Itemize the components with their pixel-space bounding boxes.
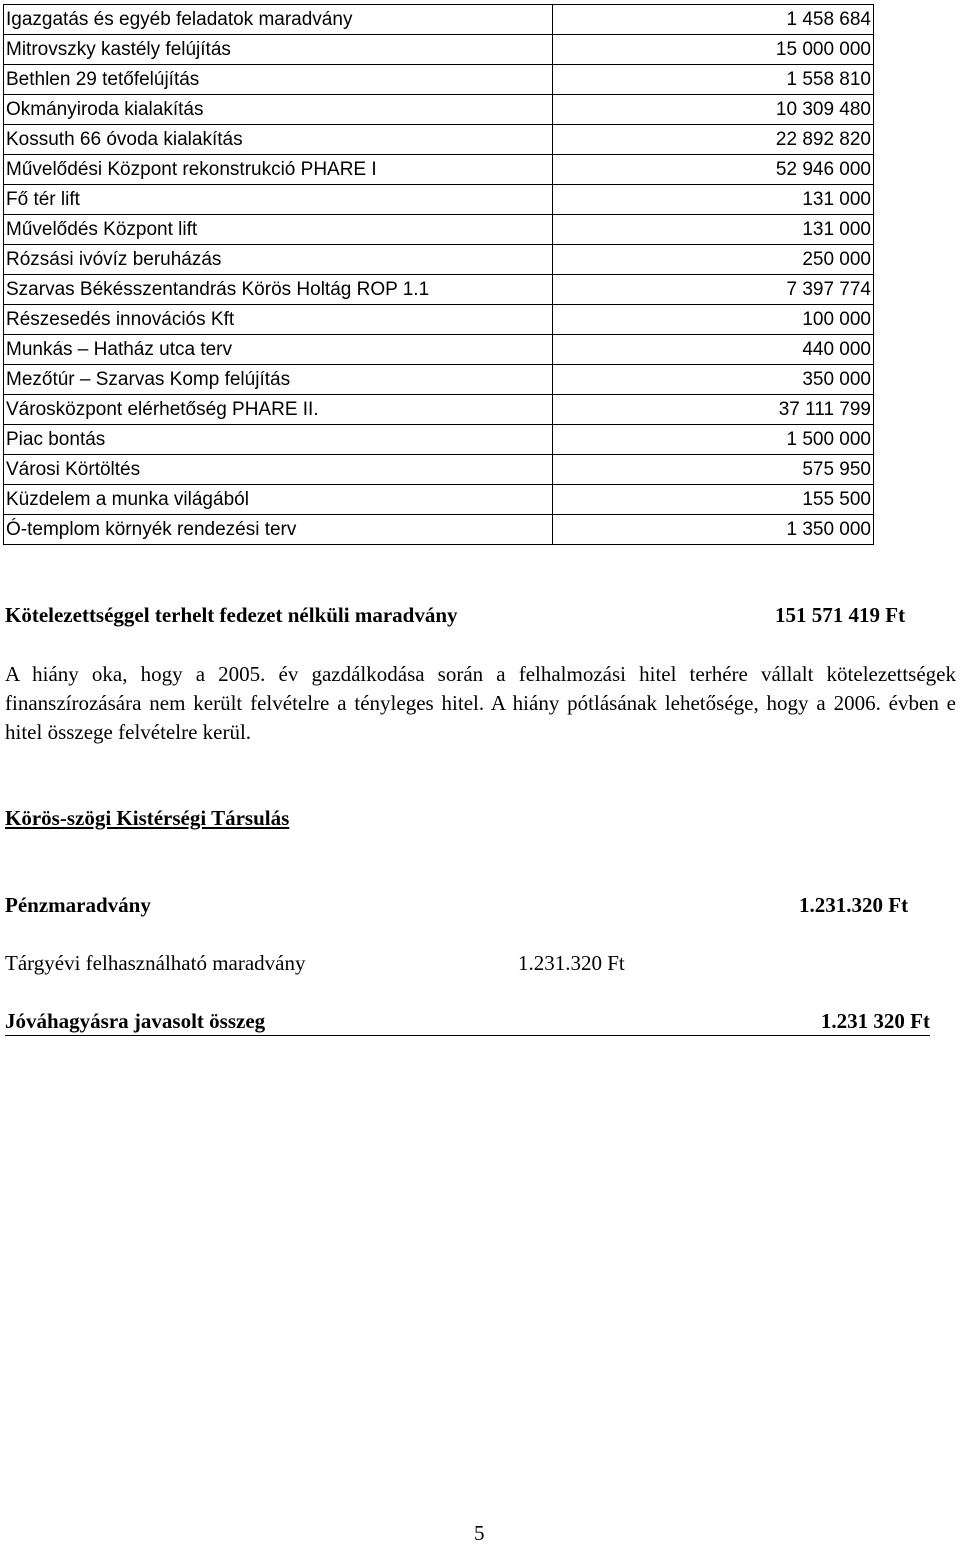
jovahagyas-value: 1.231 320 Ft <box>820 1009 930 1033</box>
table-row <box>4 275 874 305</box>
item-value: 22 892 820 <box>553 125 874 155</box>
item-value: 1 500 000 <box>553 425 874 455</box>
table-row <box>4 65 874 95</box>
item-value: 155 500 <box>553 485 874 515</box>
item-name: Igazgatás és egyéb feladatok maradvány <box>4 5 553 35</box>
item-name: Szarvas Békésszentandrás Körös Holtág ROP 1.1 <box>4 275 553 305</box>
item-name: Mezőtúr – Szarvas Komp felújítás <box>4 365 553 395</box>
table-row <box>4 155 874 185</box>
table-row <box>4 515 874 545</box>
item-value: 1 558 810 <box>553 65 874 95</box>
table-row <box>4 125 874 155</box>
penzmaradvany-label: Pénzmaradvány <box>5 893 151 917</box>
item-value: 100 000 <box>553 305 874 335</box>
item-name: Piac bontás <box>4 425 553 455</box>
item-name: Részesedés innovációs Kft <box>4 305 553 335</box>
item-value: 131 000 <box>553 185 874 215</box>
item-name: Művelődési Központ rekonstrukció PHARE I <box>4 155 553 185</box>
item-value: 250 000 <box>553 245 874 275</box>
item-name: Városi Körtöltés <box>4 455 553 485</box>
jovahagyas-label: Jóváhagyásra javasolt összeg <box>5 1009 266 1033</box>
item-value: 1 458 684 <box>553 5 874 35</box>
item-value: 7 397 774 <box>553 275 874 305</box>
table-row <box>4 305 874 335</box>
item-name: Rózsási ivóvíz beruházás <box>4 245 553 275</box>
targyevi-label: Tárgyévi felhasználható maradvány <box>5 951 306 975</box>
table-row <box>4 365 874 395</box>
item-value: 131 000 <box>553 215 874 245</box>
table-row <box>4 395 874 425</box>
summary-label: Kötelezettséggel terhelt fedezet nélküli maradvány <box>5 603 458 627</box>
table-row <box>4 215 874 245</box>
item-name: Kossuth 66 óvoda kialakítás <box>4 125 553 155</box>
item-name: Bethlen 29 tetőfelújítás <box>4 65 553 95</box>
item-name: Ó-templom környék rendezési terv <box>4 515 553 545</box>
jovahagyas-row <box>5 1009 930 1036</box>
page-number: 5 <box>474 1521 485 1545</box>
explanation-paragraph: A hiány oka, hogy a 2005. év gazdálkodása során a felhalmozási hitel terhére vállalt kötelezettségek finanszírozására nem került felvételre a tényleges hitel. A hiány pótlásának lehetősége, hogy a 2006. évben e hitel összege felvételre kerül. <box>5 662 956 744</box>
item-value: 15 000 000 <box>553 35 874 65</box>
summary-value: 151 571 419 Ft <box>775 603 906 627</box>
item-name: Városközpont elérhetőség PHARE II. <box>4 395 553 425</box>
item-value: 52 946 000 <box>553 155 874 185</box>
table-row <box>4 5 874 35</box>
item-value: 440 000 <box>553 335 874 365</box>
table-row <box>4 485 874 515</box>
budget-items-table <box>3 4 874 545</box>
item-value: 37 111 799 <box>553 395 874 425</box>
table-row <box>4 425 874 455</box>
item-name: Mitrovszky kastély felújítás <box>4 35 553 65</box>
section-title: Körös-szögi Kistérségi Társulás <box>5 806 290 830</box>
table-row <box>4 335 874 365</box>
item-name: Okmányiroda kialakítás <box>4 95 553 125</box>
item-name: Munkás – Hatház utca terv <box>4 335 553 365</box>
table-row <box>4 245 874 275</box>
penzmaradvany-value: 1.231.320 Ft <box>799 893 909 917</box>
item-value: 350 000 <box>553 365 874 395</box>
item-name: Küzdelem a munka világából <box>4 485 553 515</box>
item-value: 1 350 000 <box>553 515 874 545</box>
table-row <box>4 95 874 125</box>
table-row <box>4 35 874 65</box>
item-value: 10 309 480 <box>553 95 874 125</box>
item-name: Művelődés Központ lift <box>4 215 553 245</box>
targyevi-value: 1.231.320 Ft <box>518 951 625 975</box>
item-value: 575 950 <box>553 455 874 485</box>
table-row <box>4 185 874 215</box>
item-name: Fő tér lift <box>4 185 553 215</box>
table-row <box>4 455 874 485</box>
budget-items-body <box>4 5 874 545</box>
